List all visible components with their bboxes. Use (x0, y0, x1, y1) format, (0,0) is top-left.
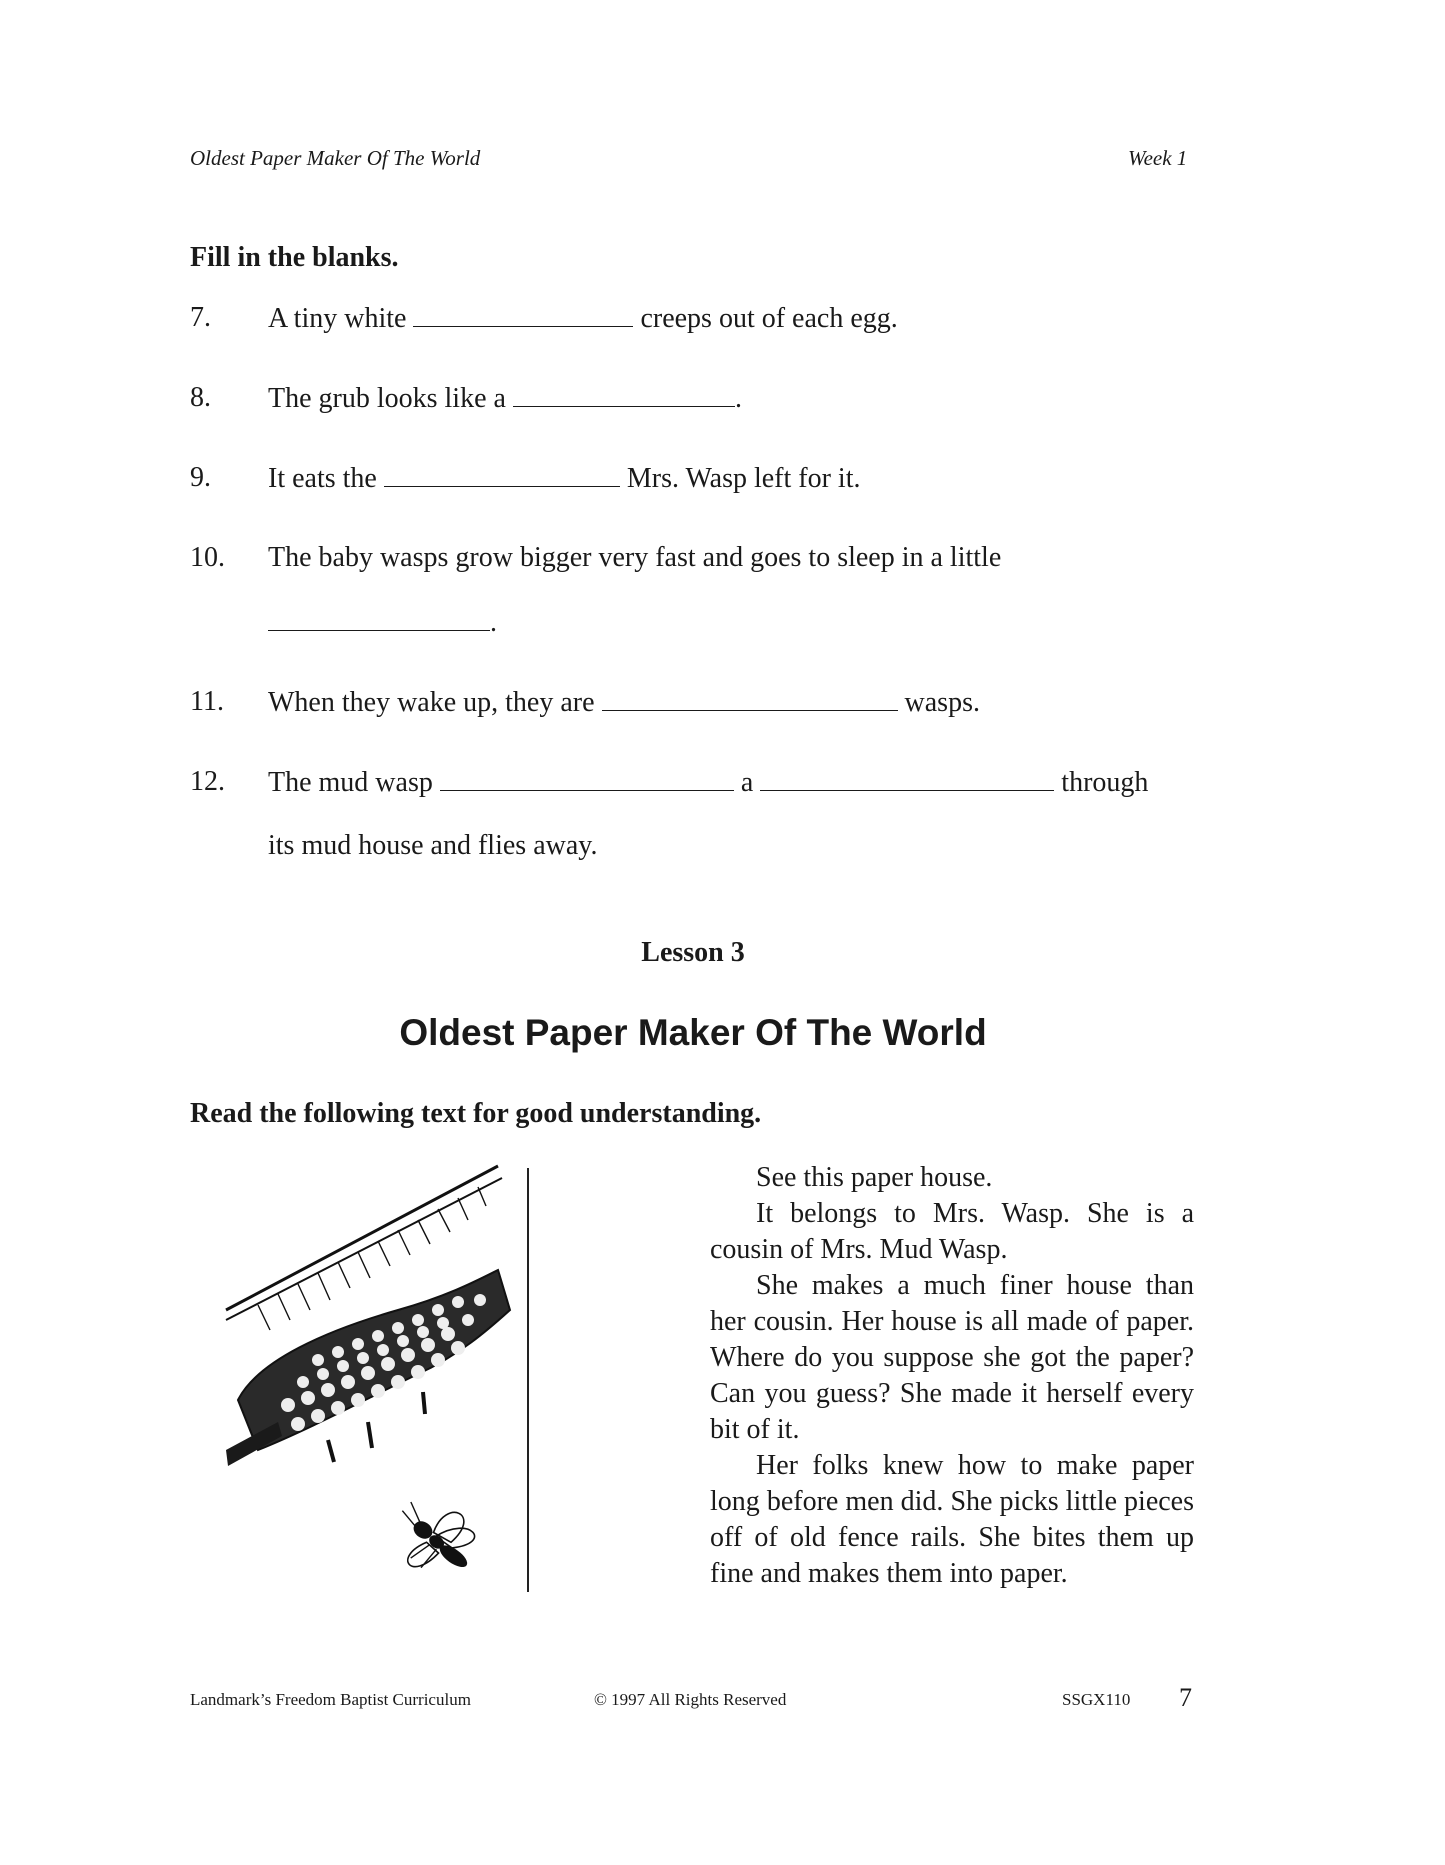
footer-curriculum: Landmark’s Freedom Baptist Curriculum (190, 1690, 471, 1709)
question-12-continuation: its mud house and flies away. (268, 830, 598, 861)
question-number: 9. (190, 462, 211, 493)
question-9 (268, 462, 860, 495)
question-text: . (734, 383, 742, 414)
question-12 (268, 766, 1148, 799)
answer-blank[interactable] (760, 766, 1054, 791)
footer-code: SSGX110 (1062, 1690, 1131, 1709)
story-paragraph: See this paper house. (756, 1162, 993, 1193)
question-number: 11. (190, 686, 224, 717)
footer-copyright: © 1997 All Rights Reserved (594, 1690, 787, 1709)
question-text: The baby wasps grow bigger very fast and goes to sleep in a little (268, 542, 1002, 573)
question-11 (268, 686, 980, 719)
question-text: through (1061, 767, 1149, 798)
answer-blank[interactable] (513, 382, 735, 407)
question-text: The mud wasp (268, 767, 433, 798)
page-number: 7 (1179, 1683, 1192, 1712)
question-text: wasps. (904, 687, 980, 718)
question-8 (268, 382, 742, 415)
question-text: The grub looks like a (268, 383, 506, 414)
question-text: creeps out of each egg. (640, 303, 898, 334)
story-paragraph: Her folks knew how to make paper long before men did. She picks little pieces off of old fence rails. She bites them up fine and makes them into paper. (710, 1450, 1194, 1589)
fill-in-instruction: Fill in the blanks. (190, 242, 399, 273)
question-text: Mrs. Wasp left for it. (626, 463, 861, 494)
lesson-label: Lesson 3 (641, 937, 745, 968)
story-paragraph: It belongs to Mrs. Wasp. She is a cousin of Mrs. Mud Wasp. (710, 1198, 1194, 1265)
answer-blank[interactable] (413, 302, 633, 327)
running-header-title: Oldest Paper Maker Of The World (190, 146, 481, 170)
answer-blank[interactable] (268, 606, 490, 631)
answer-blank[interactable] (440, 766, 734, 791)
question-text: It eats the (268, 463, 377, 494)
question-text: a (740, 767, 754, 798)
answer-blank[interactable] (384, 462, 620, 487)
story-text (710, 1160, 1194, 1592)
question-number: 8. (190, 382, 211, 413)
question-7 (268, 302, 898, 335)
reading-instruction: Read the following text for good understanding. (190, 1098, 762, 1129)
wasp-nest-illustration (218, 1160, 558, 1600)
question-10-continuation (268, 606, 497, 639)
question-number: 7. (190, 302, 211, 333)
story-paragraph: She makes a much finer house than her cousin. Her house is all made of paper. Where do you suppose she got the paper? Can you guess? She made it herself every bit of it. (710, 1270, 1194, 1445)
running-header-week: Week 1 (1128, 146, 1188, 170)
question-number: 12. (190, 766, 225, 797)
question-10 (268, 542, 1001, 574)
question-text: . (490, 607, 497, 638)
question-text: A tiny white (268, 303, 407, 334)
lesson-title: Oldest Paper Maker Of The World (399, 1012, 987, 1053)
question-number: 10. (190, 542, 225, 573)
answer-blank[interactable] (602, 686, 898, 711)
question-text: When they wake up, they are (268, 687, 595, 718)
